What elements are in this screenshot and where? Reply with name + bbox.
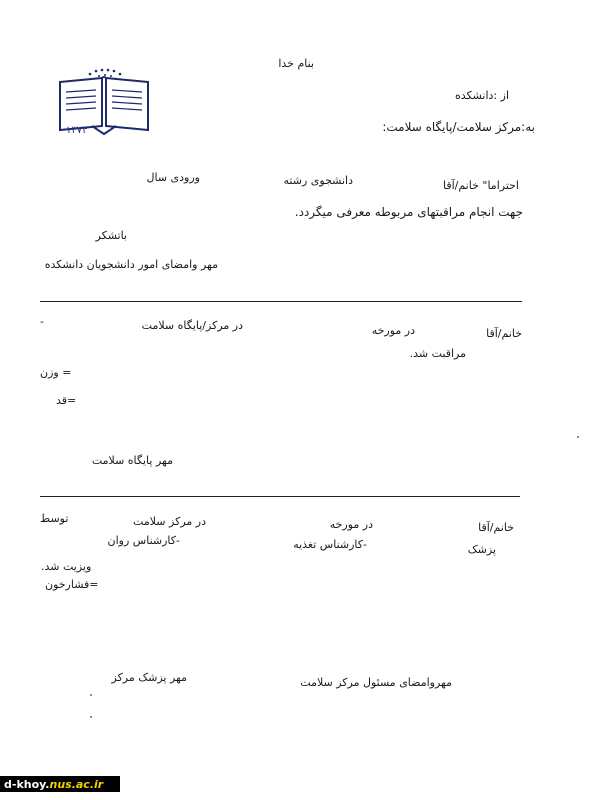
student-affairs-signature: مهر وامضای امور دانشجویان دانشکده <box>44 258 218 271</box>
site-watermark <box>0 776 120 792</box>
center-doctor-stamp: مهر پزشک مرکز <box>111 671 187 684</box>
center-label-3: در مرکز سلامت <box>133 515 206 528</box>
site-domain: nus.ac.ir <box>49 777 104 791</box>
nutrition-option: -کارشناس تغذیه <box>293 538 367 551</box>
by-label: توسط <box>40 512 69 525</box>
date-label-2: در مورخه <box>371 324 415 337</box>
divider-2 <box>40 496 520 497</box>
thanks-text: باتشکر <box>95 229 127 242</box>
person-label-2: خانم/آقا <box>486 327 522 340</box>
divider-1 <box>40 301 522 302</box>
site-prefix: d-khoy. <box>4 777 50 791</box>
cared-text: مراقبت شد. <box>409 347 466 360</box>
center-label-2: در مرکز/پایگاه سلامت <box>141 319 243 332</box>
person-label-3: خانم/آقا <box>478 521 514 534</box>
psychologist-option: -کارشناس روان <box>107 534 180 547</box>
entry-year-label: ورودی سال <box>146 171 200 184</box>
visited-text: ویزیت شد. <box>41 560 92 573</box>
weight-field: = وزن <box>40 366 72 379</box>
student-field-label: دانشجوی رشته <box>283 174 353 187</box>
bismillah: بنام خدا <box>278 57 314 70</box>
scan-mark <box>577 436 579 438</box>
blood-pressure-field: =فشارخون <box>45 578 99 591</box>
date-label-3: در مورخه <box>329 518 373 531</box>
from-faculty: از :دانشکده <box>454 89 509 102</box>
dash-mark: - <box>40 315 44 328</box>
purpose-text: جهت انجام مراقبتهای مربوطه معرفی میگردد. <box>294 205 523 219</box>
doctor-option: پزشک <box>467 543 496 556</box>
scan-mark <box>90 716 92 718</box>
center-manager-signature: مهروامضای مسئول مرکز سلامت <box>300 676 452 689</box>
to-health-center: به:مرکز سلامت/پایگاه سلامت: <box>382 120 535 134</box>
height-field: =قد <box>56 394 77 407</box>
scan-mark <box>90 694 92 696</box>
greeting: احتراما" خانم/آقا <box>442 179 519 192</box>
health-base-stamp: مهر پایگاه سلامت <box>91 454 173 467</box>
logo-year: ۱۳۷۴ <box>66 125 88 136</box>
